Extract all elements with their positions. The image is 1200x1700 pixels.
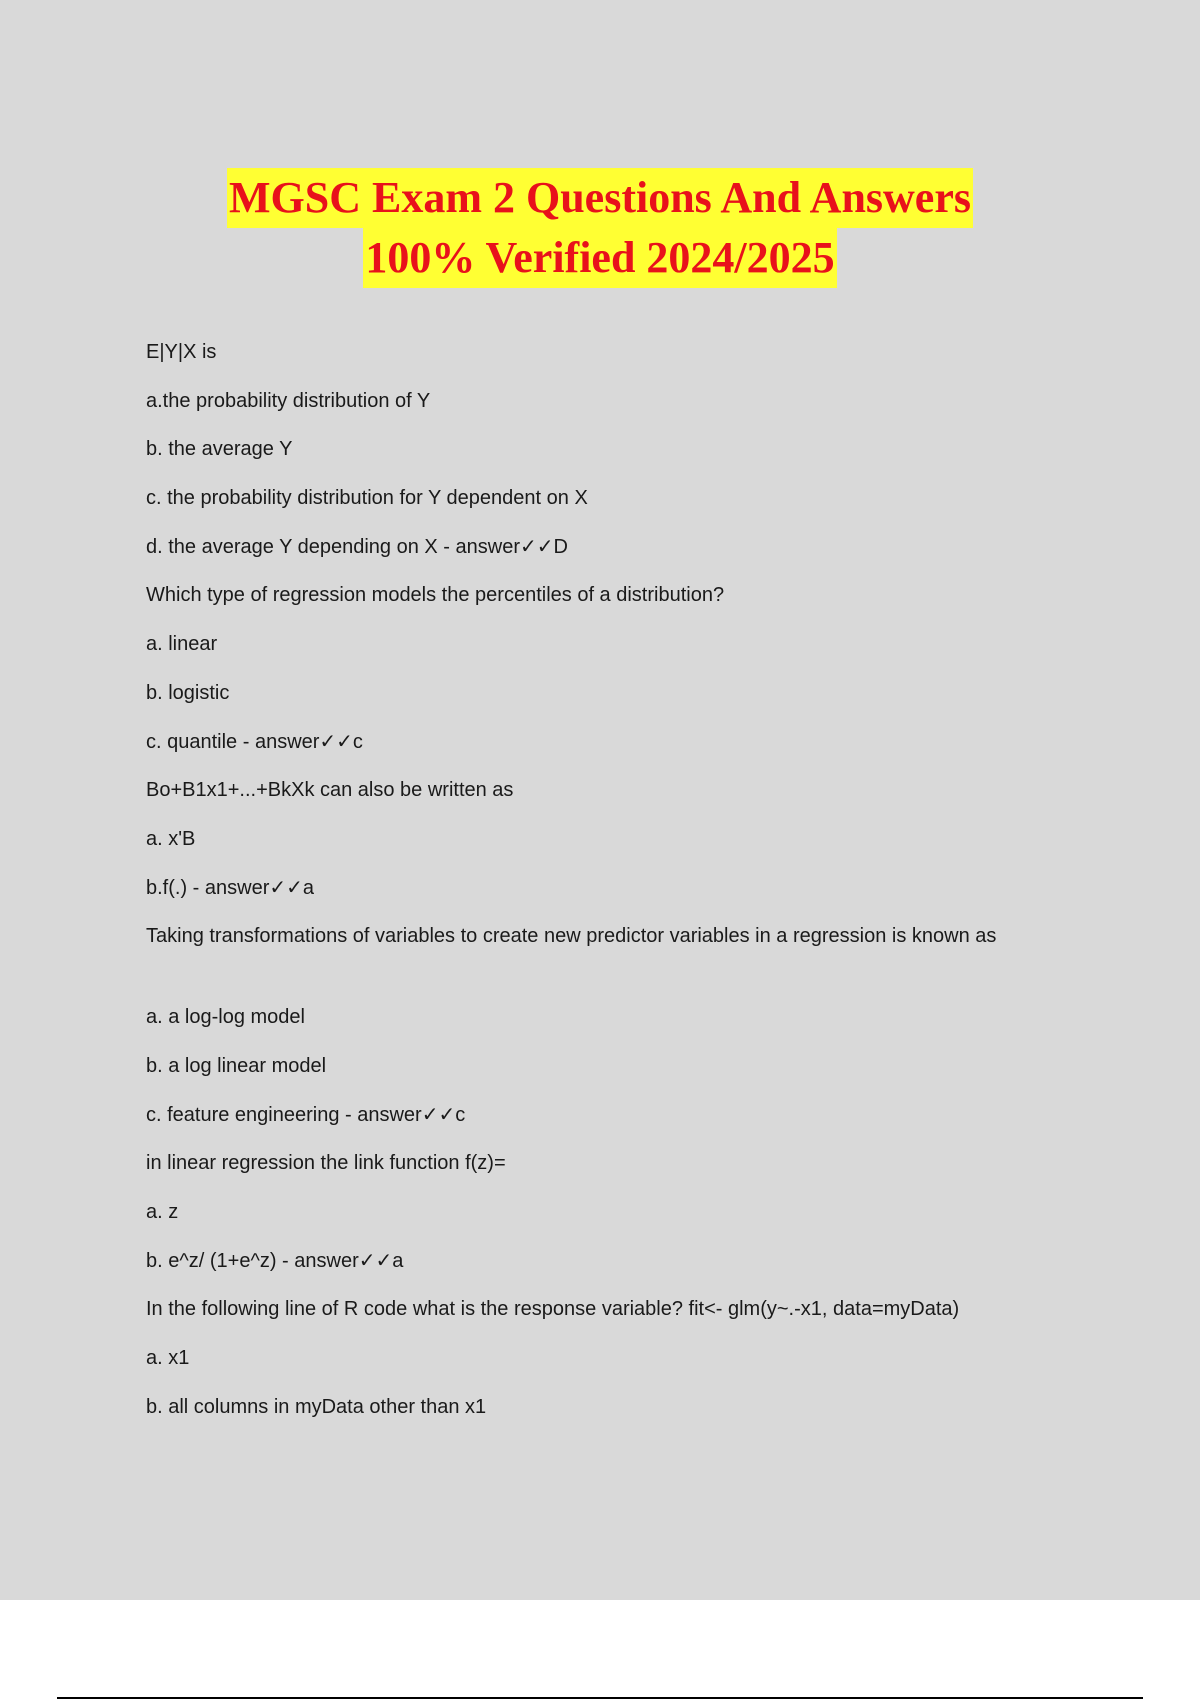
answer-option: a. z bbox=[146, 1201, 179, 1223]
answer-option: b. a log linear model bbox=[146, 1054, 327, 1077]
question-text: In the following line of R code what is the response variable? fit<- glm(y~.-x1, data=myData) bbox=[146, 1298, 960, 1321]
answer-option: b.f(.) - answer✓✓a bbox=[146, 876, 314, 899]
answer-option: c. the probability distribution for Y dependent on X bbox=[146, 487, 588, 510]
document-title bbox=[0, 168, 1200, 288]
question-text: Which type of regression models the percentiles of a distribution? bbox=[146, 584, 725, 607]
question-text: Bo+B1x1+...+BkXk can also be written as bbox=[146, 779, 514, 802]
answer-option: a.the probability distribution of Y bbox=[146, 389, 431, 412]
answer-option: c. feature engineering - answer✓✓c bbox=[146, 1103, 466, 1126]
answer-option: c. quantile - answer✓✓c bbox=[146, 730, 363, 753]
question-text: Taking transformations of variables to create new predictor variables in a regression is known as bbox=[146, 925, 997, 948]
answer-option: b. logistic bbox=[146, 681, 230, 704]
answer-option: a. a log-log model bbox=[146, 1006, 305, 1029]
title-line-1: MGSC Exam 2 Questions And Answers bbox=[227, 168, 973, 228]
answer-option: a. x'B bbox=[146, 827, 196, 850]
answer-option: a. x1 bbox=[146, 1347, 190, 1370]
answer-option: b. all columns in myData other than x1 bbox=[146, 1395, 487, 1418]
footer-divider bbox=[57, 1697, 1143, 1699]
question-list bbox=[146, 336, 1076, 1439]
answer-option: a. linear bbox=[146, 633, 218, 656]
answer-option: b. the average Y bbox=[146, 438, 293, 461]
question-text: in linear regression the link function f(z)= bbox=[146, 1152, 506, 1175]
title-line-2: 100% Verified 2024/2025 bbox=[363, 228, 836, 288]
answer-option: b. e^z/ (1+e^z) - answer✓✓a bbox=[146, 1249, 404, 1272]
question-text: E|Y|X is bbox=[146, 341, 217, 363]
answer-option: d. the average Y depending on X - answer✓✓D bbox=[146, 535, 568, 558]
